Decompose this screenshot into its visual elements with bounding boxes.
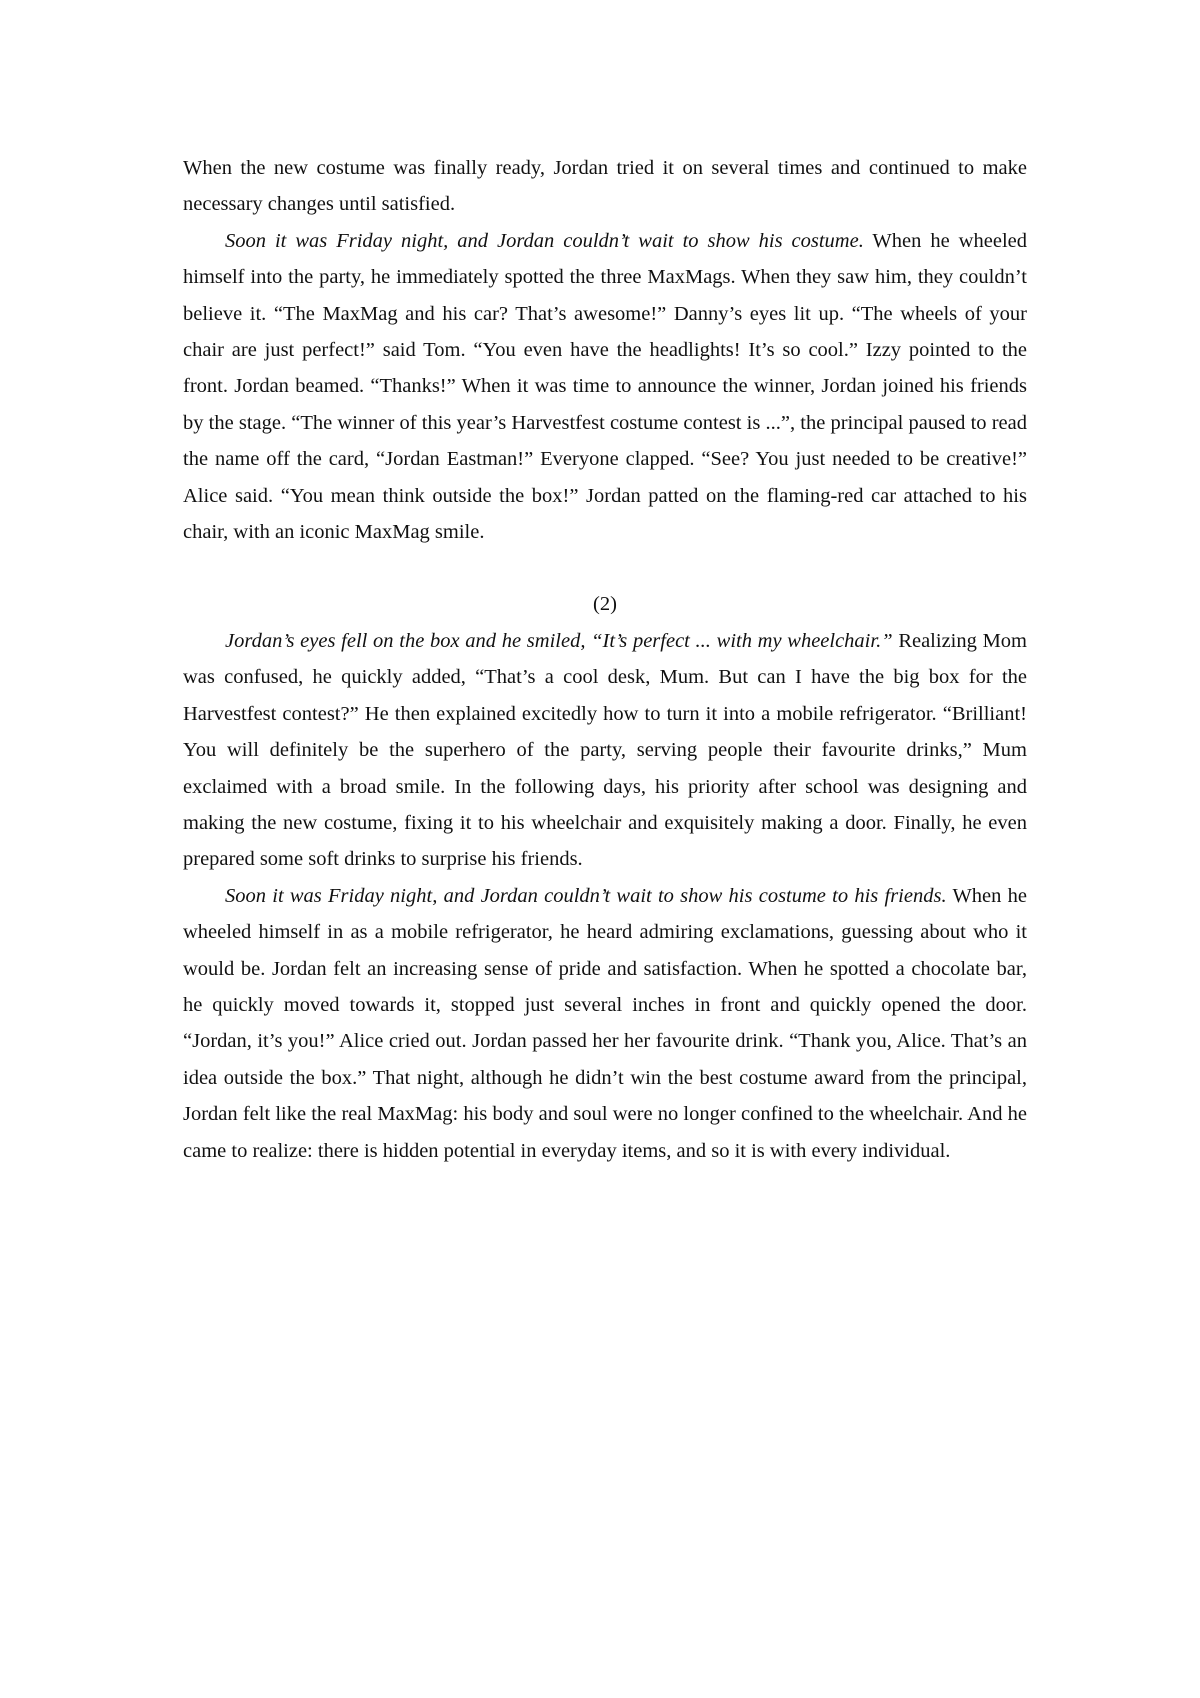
italic-lead-sentence: Soon it was Friday night, and Jordan couldn’t wait to show his costume to his friends. [225,884,947,907]
paragraph-box-wheelchair [183,623,1027,878]
paragraph-friday-night-contest [183,223,1027,551]
section-number: (2) [593,593,617,616]
paragraph-costume-ready [183,150,1027,223]
italic-lead-sentence: Soon it was Friday night, and Jordan couldn’t wait to show his costume. [225,229,864,252]
paragraph-friday-night-refrigerator [183,878,1027,1169]
paragraph-text: When he wheeled himself into the party, he immediately spotted the three MaxMags. When they saw him, they couldn’t believe it. “The MaxMag and his car? That’s awesome!” Danny’s eyes lit up. “The wheels of your chair are just perfect!” said Tom. “You even have the headlights! It’s so cool.” Izzy pointed to the front. Jordan beamed. “Thanks!” When it was time to announce the winner, Jordan joined his friends by the stage. “The winner of this year’s Harvestfest costume contest is ...”, the principal paused to read the name off the card, “Jordan Eastman!” Everyone clapped. “See? You just needed to be creative!” Alice said. “You mean think outside the box!” Jordan patted on the flaming-red car attached to his chair, with an iconic MaxMag smile. [183,229,1027,544]
paragraph-text: When he wheeled himself in as a mobile refrigerator, he heard admiring exclamations, guessing about who it would be. Jordan felt an increasing sense of pride and satisfaction. When he spotted a chocolate bar, he quickly moved towards it, stopped just several inches in front and quickly opened the door. “Jordan, it’s you!” Alice cried out. Jordan passed her her favourite drink. “Thank you, Alice. That’s an idea outside the box.” That night, although he didn’t win the best costume award from the principal, Jordan felt like the real MaxMag: his body and soul were no longer confined to the wheelchair. And he came to realize: there is hidden potential in everyday items, and so it is with every individual. [183,884,1027,1162]
paragraph-text: When the new costume was finally ready, Jordan tried it on several times and continued to make necessary changes until satisfied. [183,157,1027,216]
italic-lead-sentence: Jordan’s eyes fell on the box and he smiled, “It’s perfect ... with my wheelchair.” [225,629,893,652]
paragraph-text: Realizing Mom was confused, he quickly added, “That’s a cool desk, Mum. But can I have the big box for the Harvestfest contest?” He then explained excitedly how to turn it into a mobile refrigerator. “Brilliant! You will definitely be the superhero of the party, serving people their favourite drinks,” Mum exclaimed with a broad smile. In the following days, his priority after school was designing and making the new costume, fixing it to his wheelchair and exquisitely making a door. Finally, he even prepared some soft drinks to surprise his friends. [183,629,1027,871]
document-page [183,150,1027,1169]
